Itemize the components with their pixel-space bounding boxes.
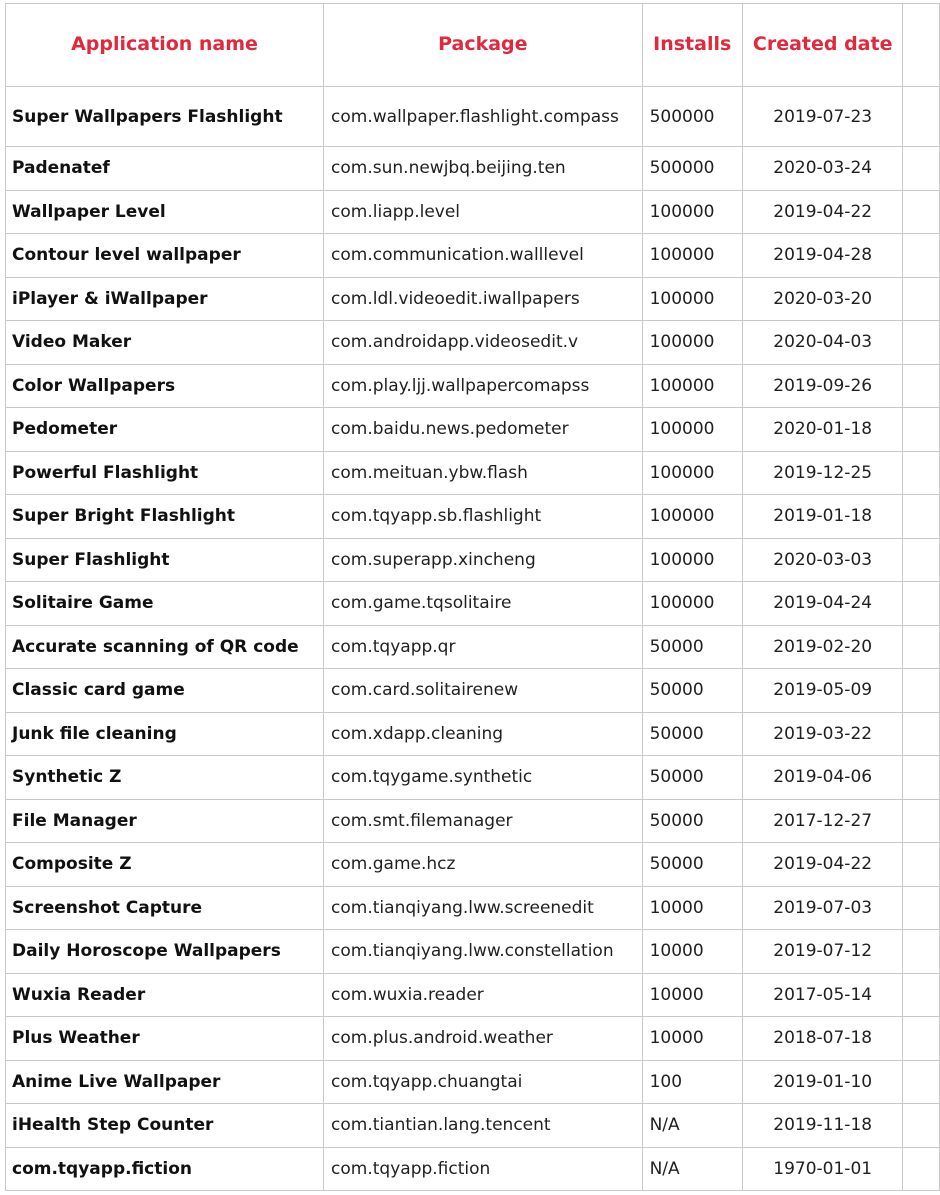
app-name-cell: Super Flashlight xyxy=(6,538,324,582)
app-name-cell: Color Wallpapers xyxy=(6,364,324,408)
created-date-cell: 2019-01-10 xyxy=(742,1060,903,1104)
created-date-cell: 2019-07-23 xyxy=(742,87,903,147)
table-row xyxy=(6,495,940,539)
installs-cell: 500000 xyxy=(642,147,742,191)
extra-cell xyxy=(903,799,940,843)
installs-cell: 100000 xyxy=(642,538,742,582)
package-cell: com.game.hcz xyxy=(324,843,643,887)
app-name-cell: Anime Live Wallpaper xyxy=(6,1060,324,1104)
installs-cell: 100000 xyxy=(642,234,742,278)
table-row xyxy=(6,190,940,234)
installs-cell: 10000 xyxy=(642,886,742,930)
extra-cell xyxy=(903,87,940,147)
created-date-cell: 2020-03-03 xyxy=(742,538,903,582)
app-name-cell: Wuxia Reader xyxy=(6,973,324,1017)
col-header-created-date: Created date xyxy=(742,4,903,87)
package-cell: com.wallpaper.flashlight.compass xyxy=(324,87,643,147)
installs-cell: 100000 xyxy=(642,190,742,234)
extra-cell xyxy=(903,321,940,365)
extra-cell xyxy=(903,538,940,582)
app-name-cell: Pedometer xyxy=(6,408,324,452)
package-cell: com.tqyapp.chuangtai xyxy=(324,1060,643,1104)
app-name-cell: Classic card game xyxy=(6,669,324,713)
table-row xyxy=(6,973,940,1017)
package-cell: com.tqyapp.sb.flashlight xyxy=(324,495,643,539)
package-cell: com.wuxia.reader xyxy=(324,973,643,1017)
col-header-installs: Installs xyxy=(642,4,742,87)
package-cell: com.sun.newjbq.beijing.ten xyxy=(324,147,643,191)
package-cell: com.tqygame.synthetic xyxy=(324,756,643,800)
package-cell: com.game.tqsolitaire xyxy=(324,582,643,626)
table-row xyxy=(6,538,940,582)
table-row xyxy=(6,87,940,147)
installs-cell: 50000 xyxy=(642,669,742,713)
extra-cell xyxy=(903,712,940,756)
col-header-extra xyxy=(903,4,940,87)
col-header-package: Package xyxy=(324,4,643,87)
package-cell: com.superapp.xincheng xyxy=(324,538,643,582)
installs-cell: 100000 xyxy=(642,582,742,626)
app-name-cell: com.tqyapp.fiction xyxy=(6,1147,324,1191)
app-name-cell: iHealth Step Counter xyxy=(6,1104,324,1148)
package-cell: com.liapp.level xyxy=(324,190,643,234)
app-name-cell: Super Bright Flashlight xyxy=(6,495,324,539)
table-row xyxy=(6,886,940,930)
table-row xyxy=(6,451,940,495)
installs-cell: 100000 xyxy=(642,364,742,408)
created-date-cell: 2019-04-22 xyxy=(742,843,903,887)
created-date-cell: 2019-04-22 xyxy=(742,190,903,234)
app-name-cell: Video Maker xyxy=(6,321,324,365)
table-row xyxy=(6,364,940,408)
extra-cell xyxy=(903,756,940,800)
installs-cell: 10000 xyxy=(642,1017,742,1061)
app-name-cell: Daily Horoscope Wallpapers xyxy=(6,930,324,974)
extra-cell xyxy=(903,408,940,452)
col-header-application-name: Application name xyxy=(6,4,324,87)
app-name-cell: iPlayer & iWallpaper xyxy=(6,277,324,321)
app-name-cell: Contour level wallpaper xyxy=(6,234,324,278)
created-date-cell: 2019-12-25 xyxy=(742,451,903,495)
created-date-cell: 2019-09-26 xyxy=(742,364,903,408)
app-name-cell: Solitaire Game xyxy=(6,582,324,626)
created-date-cell: 2019-07-03 xyxy=(742,886,903,930)
created-date-cell: 2020-01-18 xyxy=(742,408,903,452)
app-name-cell: Powerful Flashlight xyxy=(6,451,324,495)
extra-cell xyxy=(903,886,940,930)
table-row xyxy=(6,147,940,191)
app-name-cell: Composite Z xyxy=(6,843,324,887)
extra-cell xyxy=(903,234,940,278)
installs-cell: 100000 xyxy=(642,408,742,452)
created-date-cell: 2019-11-18 xyxy=(742,1104,903,1148)
installs-cell: N/A xyxy=(642,1147,742,1191)
table-row xyxy=(6,669,940,713)
table-row xyxy=(6,408,940,452)
created-date-cell: 2019-04-28 xyxy=(742,234,903,278)
package-cell: com.tianqiyang.lww.constellation xyxy=(324,930,643,974)
package-cell: com.xdapp.cleaning xyxy=(324,712,643,756)
table-row xyxy=(6,930,940,974)
installs-cell: 100000 xyxy=(642,495,742,539)
package-cell: com.communication.walllevel xyxy=(324,234,643,278)
table-row xyxy=(6,582,940,626)
installs-cell: 100000 xyxy=(642,277,742,321)
extra-cell xyxy=(903,277,940,321)
table-row xyxy=(6,756,940,800)
installs-cell: 10000 xyxy=(642,973,742,1017)
extra-cell xyxy=(903,1017,940,1061)
app-name-cell: Wallpaper Level xyxy=(6,190,324,234)
extra-cell xyxy=(903,190,940,234)
table-row xyxy=(6,1060,940,1104)
table-row xyxy=(6,1017,940,1061)
installs-cell: 50000 xyxy=(642,712,742,756)
package-cell: com.tiantian.lang.tencent xyxy=(324,1104,643,1148)
created-date-cell: 2019-07-12 xyxy=(742,930,903,974)
package-cell: com.smt.filemanager xyxy=(324,799,643,843)
table-body xyxy=(6,87,940,1191)
extra-cell xyxy=(903,1060,940,1104)
applications-table xyxy=(5,3,940,1191)
extra-cell xyxy=(903,451,940,495)
package-cell: com.tqyapp.qr xyxy=(324,625,643,669)
table-row xyxy=(6,799,940,843)
extra-cell xyxy=(903,1104,940,1148)
created-date-cell: 2017-12-27 xyxy=(742,799,903,843)
created-date-cell: 2019-01-18 xyxy=(742,495,903,539)
created-date-cell: 2019-02-20 xyxy=(742,625,903,669)
package-cell: com.tqyapp.fiction xyxy=(324,1147,643,1191)
installs-cell: 50000 xyxy=(642,756,742,800)
created-date-cell: 2018-07-18 xyxy=(742,1017,903,1061)
installs-cell: N/A xyxy=(642,1104,742,1148)
created-date-cell: 2020-03-24 xyxy=(742,147,903,191)
installs-cell: 100 xyxy=(642,1060,742,1104)
installs-cell: 50000 xyxy=(642,625,742,669)
created-date-cell: 2019-05-09 xyxy=(742,669,903,713)
installs-cell: 500000 xyxy=(642,87,742,147)
app-name-cell: Junk file cleaning xyxy=(6,712,324,756)
extra-cell xyxy=(903,582,940,626)
table-row xyxy=(6,321,940,365)
table-row xyxy=(6,1147,940,1191)
table-row xyxy=(6,277,940,321)
created-date-cell: 2019-04-24 xyxy=(742,582,903,626)
app-name-cell: Super Wallpapers Flashlight xyxy=(6,87,324,147)
extra-cell xyxy=(903,1147,940,1191)
extra-cell xyxy=(903,495,940,539)
app-name-cell: Plus Weather xyxy=(6,1017,324,1061)
package-cell: com.meituan.ybw.flash xyxy=(324,451,643,495)
created-date-cell: 1970-01-01 xyxy=(742,1147,903,1191)
package-cell: com.ldl.videoedit.iwallpapers xyxy=(324,277,643,321)
table-row xyxy=(6,625,940,669)
created-date-cell: 2020-03-20 xyxy=(742,277,903,321)
extra-cell xyxy=(903,364,940,408)
app-name-cell: Screenshot Capture xyxy=(6,886,324,930)
app-name-cell: File Manager xyxy=(6,799,324,843)
installs-cell: 100000 xyxy=(642,451,742,495)
extra-cell xyxy=(903,669,940,713)
app-name-cell: Padenatef xyxy=(6,147,324,191)
table-row xyxy=(6,1104,940,1148)
package-cell: com.card.solitairenew xyxy=(324,669,643,713)
extra-cell xyxy=(903,147,940,191)
package-cell: com.play.ljj.wallpapercomapss xyxy=(324,364,643,408)
created-date-cell: 2019-04-06 xyxy=(742,756,903,800)
package-cell: com.androidapp.videosedit.v xyxy=(324,321,643,365)
installs-cell: 50000 xyxy=(642,799,742,843)
table-row xyxy=(6,712,940,756)
extra-cell xyxy=(903,973,940,1017)
installs-cell: 50000 xyxy=(642,843,742,887)
package-cell: com.baidu.news.pedometer xyxy=(324,408,643,452)
extra-cell xyxy=(903,843,940,887)
header-row xyxy=(6,4,940,87)
created-date-cell: 2019-03-22 xyxy=(742,712,903,756)
package-cell: com.plus.android.weather xyxy=(324,1017,643,1061)
extra-cell xyxy=(903,625,940,669)
created-date-cell: 2017-05-14 xyxy=(742,973,903,1017)
app-name-cell: Accurate scanning of QR code xyxy=(6,625,324,669)
package-cell: com.tianqiyang.lww.screenedit xyxy=(324,886,643,930)
app-name-cell: Synthetic Z xyxy=(6,756,324,800)
installs-cell: 10000 xyxy=(642,930,742,974)
table-row xyxy=(6,234,940,278)
extra-cell xyxy=(903,930,940,974)
table-row xyxy=(6,843,940,887)
installs-cell: 100000 xyxy=(642,321,742,365)
created-date-cell: 2020-04-03 xyxy=(742,321,903,365)
